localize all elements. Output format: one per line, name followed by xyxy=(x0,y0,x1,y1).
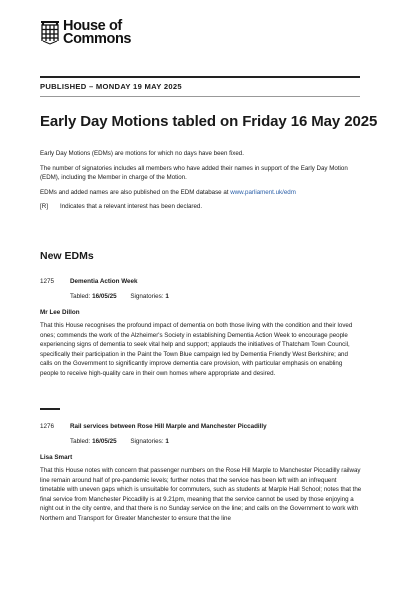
edm-title: Rail services between Rose Hill Marple and Manchester Piccadilly xyxy=(70,423,267,430)
edm-database-link[interactable]: www.parliament.uk/edm xyxy=(230,188,296,196)
relevant-interest-text: Indicates that a relevant interest has been declared. xyxy=(60,203,203,210)
edm-text: That this House notes with concern that passenger numbers on the Rose Hill Marple to Manchester Piccadilly railway line remain around half of pre-pandemic levels; further notes that the service has been left with an infrequent timetable with uneven gaps which is unsuitable for commuters, such as students at Marple Hall School; notes that the final service from Manchester Piccadilly is at 9.21pm, meaning that the service cannot be used by those enjoying a night out in the city centre, and that there is no Sunday service on the line; and calls on the Government to work with Northern and Transport for Greater Manchester to ensure that the line xyxy=(40,467,362,522)
signatories-label: Signatories: xyxy=(130,293,164,300)
tabled-label: Tabled: xyxy=(70,293,91,300)
intro-block xyxy=(40,149,362,212)
edm-heading xyxy=(40,278,362,285)
signatories-label: Signatories: xyxy=(130,438,164,445)
header-divider xyxy=(40,96,360,97)
tabled-date: 16/05/25 xyxy=(92,438,117,445)
edm-meta xyxy=(70,293,362,300)
logo-wordmark xyxy=(63,20,131,46)
portcullis-icon xyxy=(40,21,60,45)
signatories-count: 1 xyxy=(165,293,169,300)
house-of-commons-logo xyxy=(40,20,131,46)
intro-paragraph-2: The number of signatories includes all members who have added their names in support of the Early Day Motion (EDM), including the Member in charge of the Motion. xyxy=(40,164,348,181)
edm-member: Mr Lee Dillon xyxy=(40,309,80,316)
edm-member: Lisa Smart xyxy=(40,454,73,461)
section-title: New EDMs xyxy=(40,250,94,262)
edm-meta xyxy=(70,438,362,445)
relevant-interest-tag: [R] xyxy=(40,203,48,210)
tabled-label: Tabled: xyxy=(70,438,91,445)
intro-paragraph-3-text: EDMs and added names are also published on the EDM database at xyxy=(40,188,231,196)
published-date: PUBLISHED – MONDAY 19 MAY 2025 xyxy=(40,82,182,91)
edm-text: That this House recognises the profound impact of dementia on both those living with the condition and their loved ones; commends the work of the Alzheimer's Society in establishing Dementia Action Week to encourage people experiencing signs of dementia to seek vital help and support; applauds the initiatives of Thatcham Town Council, specifically their participation in the Paint the Town Blue campaign led by Dementia Friendly West Berkshire; and calls on the Government to significantly improve dementia care provision, with particular emphasis on enabling people to receive high-quality care in their own homes where appropriate and desired. xyxy=(40,322,353,377)
intro-paragraph-1: Early Day Motions (EDMs) are motions for which no days have been fixed. xyxy=(40,150,244,157)
edm-heading xyxy=(40,423,362,430)
tabled-date: 16/05/25 xyxy=(92,293,117,300)
logo-line-2: Commons xyxy=(63,31,132,47)
header-rule xyxy=(40,76,360,78)
signatories-count: 1 xyxy=(165,438,169,445)
relevant-interest-note xyxy=(40,202,362,212)
edm-number: 1276 xyxy=(40,423,55,430)
edm-separator xyxy=(40,408,60,410)
edm-item xyxy=(40,278,362,379)
intro-paragraph-3 xyxy=(40,188,362,198)
page-title: Early Day Motions tabled on Friday 16 May 2025 xyxy=(40,113,378,130)
edm-item xyxy=(40,423,362,524)
edm-title: Dementia Action Week xyxy=(70,278,138,285)
logo-line-1: House of xyxy=(63,18,122,34)
edm-number: 1275 xyxy=(40,278,55,285)
